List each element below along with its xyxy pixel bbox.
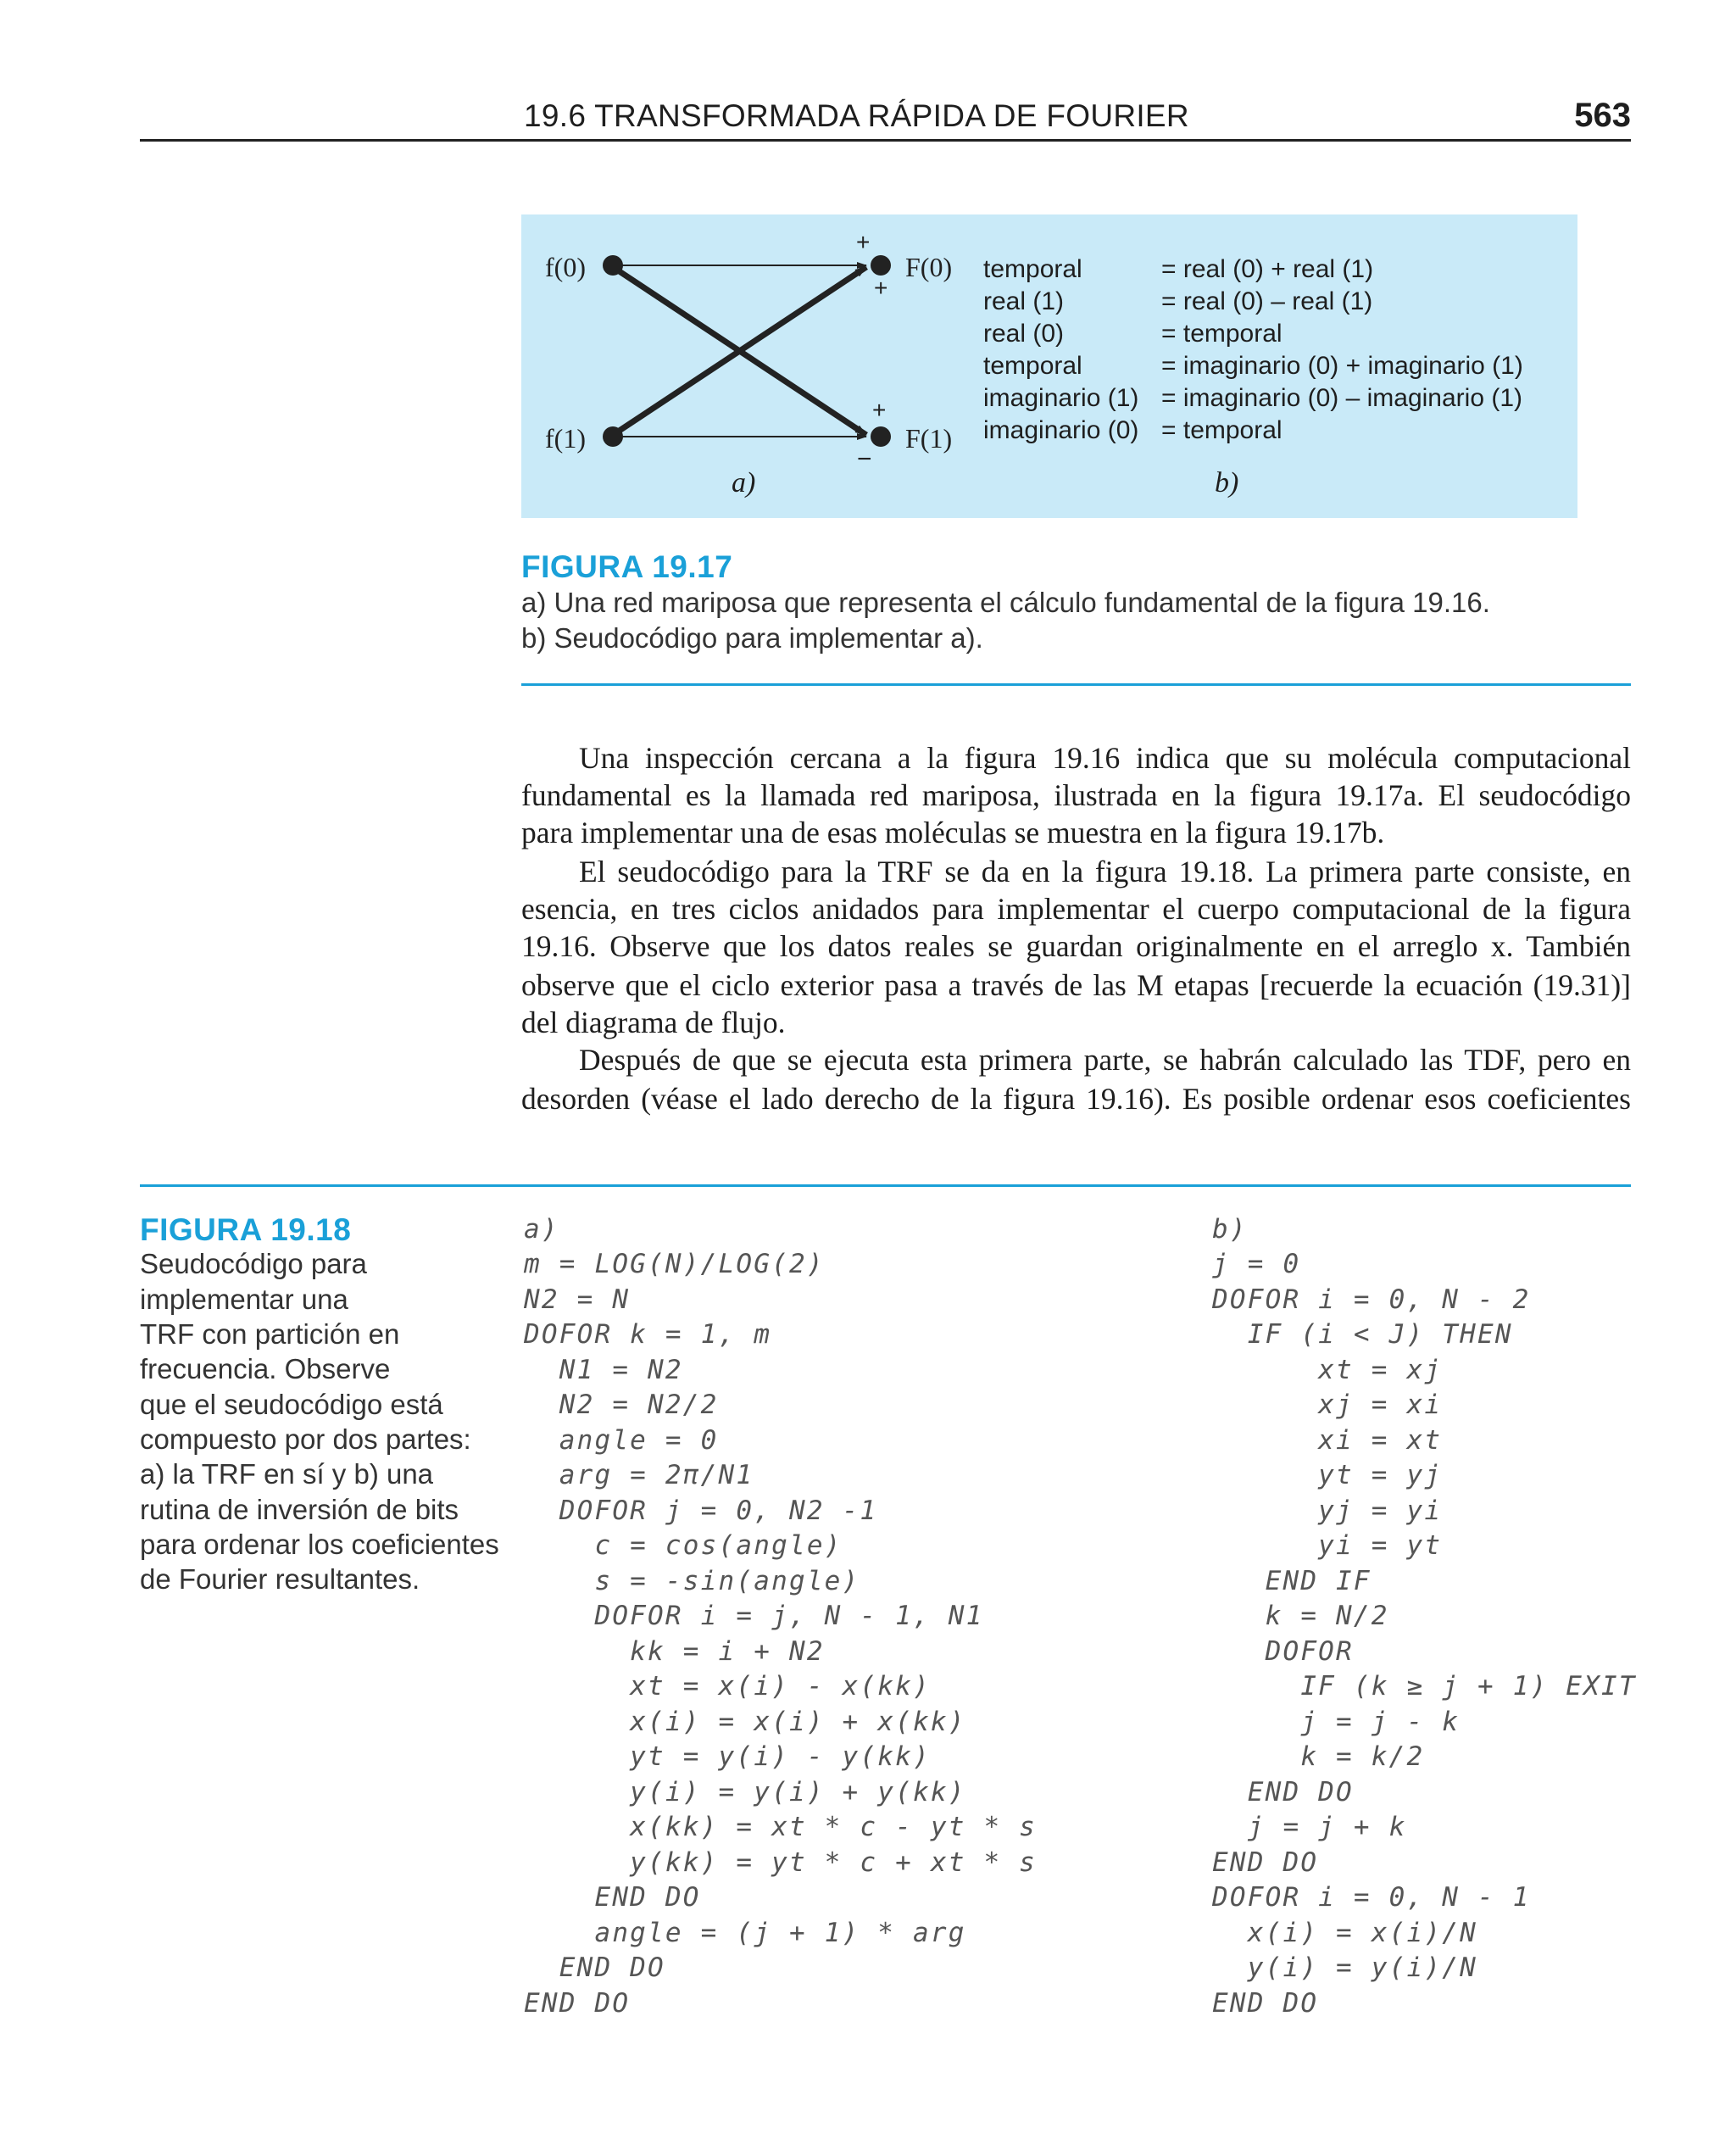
- node-f0: [603, 255, 623, 276]
- figure-19-18-rule: [140, 1184, 1631, 1187]
- body-line: fundamental es la llamada red mariposa, ilustrada en la figura 19.17a. El seudocódigo: [521, 778, 1631, 812]
- code-line: END DO: [1212, 1777, 1354, 1807]
- node-f1: [603, 426, 623, 447]
- caption-line: para ordenar los coeficientes: [140, 1529, 499, 1560]
- code-line: END DO: [524, 1952, 665, 1983]
- code-line: j = j + k: [1212, 1812, 1407, 1842]
- code-line: END DO: [1212, 1988, 1319, 2019]
- code-line: k = k/2: [1212, 1741, 1425, 1772]
- node-F0: [871, 255, 891, 276]
- figure-19-17-panel: [521, 214, 1577, 518]
- caption-line: TRF con partición en: [140, 1318, 400, 1350]
- code-line: xi = xt: [1212, 1425, 1443, 1456]
- label-f0: f(0): [545, 252, 586, 282]
- code-line: yt = y(i) - y(kk): [524, 1741, 931, 1772]
- sign-minus-bottom: −: [857, 445, 872, 473]
- pseudocode-line: imaginario (0) = temporal: [983, 416, 1283, 444]
- running-head: [140, 95, 1631, 142]
- code-line: x(i) = x(i)/N: [1212, 1918, 1477, 1948]
- code-line: DOFOR i = 0, N - 2: [1212, 1284, 1531, 1315]
- code-line: IF (i < J) THEN: [1212, 1319, 1513, 1350]
- code-line: angle = (j + 1) * arg: [524, 1918, 966, 1948]
- code-line: y(i) = y(i)/N: [1212, 1952, 1477, 1983]
- code-line: N2 = N: [524, 1284, 631, 1315]
- caption-line: implementar una: [140, 1284, 348, 1315]
- label-F1: F(1): [905, 423, 953, 454]
- code-line: DOFOR k = 1, m: [524, 1319, 772, 1350]
- caption-line: rutina de inversión de bits: [140, 1494, 459, 1525]
- code-line: END DO: [524, 1988, 631, 2019]
- code-line: x(i) = x(i) + x(kk): [524, 1707, 966, 1737]
- figure-19-17-label: FIGURA 19.17: [521, 549, 733, 584]
- body-line: del diagrama de flujo.: [521, 1005, 786, 1039]
- pseudocode-line: temporal = real (0) + real (1): [983, 255, 1374, 283]
- code-line: angle = 0: [524, 1425, 719, 1456]
- node-F1: [871, 426, 891, 447]
- code-line: c = cos(angle): [524, 1530, 843, 1561]
- code-line: yi = yt: [1212, 1530, 1443, 1561]
- caption-b-text: b) Seudocódigo para implementar a).: [521, 622, 983, 654]
- subfigure-b-label: b): [1215, 467, 1239, 499]
- code-line: m = LOG(N)/LOG(2): [524, 1249, 825, 1279]
- code-line: b): [1212, 1214, 1248, 1245]
- code-line: IF (k ≥ j + 1) EXIT: [1212, 1671, 1637, 1702]
- caption-a-text: a) Una red mariposa que representa el cálculo fundamental de la figura 19.16.: [521, 587, 1490, 618]
- code-line: arg = 2π/N1: [524, 1460, 754, 1490]
- code-line: END DO: [1212, 1847, 1319, 1878]
- body-line: desorden (véase el lado derecho de la figura 19.16). Es posible ordenar esos coeficientes: [521, 1082, 1631, 1116]
- body-line: 19.16. Observe que los datos reales se guardan originalmente en el arreglo x. También: [521, 929, 1631, 963]
- caption-line: Seudocódigo para: [140, 1248, 367, 1279]
- body-line: Después de que se ejecuta esta primera parte, se habrán calculado las TDF, pero en: [579, 1043, 1631, 1077]
- code-line: j = j - k: [1212, 1707, 1461, 1737]
- body-line: para implementar una de esas moléculas se muestra en la figura 19.17b.: [521, 816, 1385, 849]
- sign-plus-top-lower: +: [874, 275, 888, 301]
- code-line: DOFOR i = j, N - 1, N1: [524, 1601, 984, 1631]
- body-line: Una inspección cercana a la figura 19.16 indica que su molécula computacional: [579, 741, 1631, 775]
- code-line: xt = x(i) - x(kk): [524, 1671, 931, 1702]
- pseudocode-line: imaginario (1) = imaginario (0) – imaginario (1): [983, 384, 1523, 412]
- caption-line: que el seudocódigo está: [140, 1389, 443, 1420]
- code-line: x(kk) = xt * c - yt * s: [524, 1812, 1038, 1842]
- pseudocode-line: real (1) = real (0) – real (1): [983, 287, 1373, 315]
- label-f1: f(1): [545, 423, 586, 454]
- code-line: DOFOR: [1212, 1636, 1354, 1667]
- code-line: N1 = N2: [524, 1355, 683, 1385]
- code-line: a): [524, 1214, 559, 1245]
- caption-line: a) la TRF en sí y b) una: [140, 1458, 434, 1490]
- section-title: 19.6 TRANSFORMADA RÁPIDA DE FOURIER: [524, 98, 1189, 133]
- caption-line: frecuencia. Observe: [140, 1353, 391, 1384]
- figure-19-17-caption-b: [521, 622, 983, 654]
- body-line: observe que el ciclo exterior pasa a través de las M etapas [recuerde la ecuación (19.31)]: [521, 968, 1631, 1002]
- code-line: END IF: [1212, 1566, 1372, 1596]
- code-line: DOFOR j = 0, N2 -1: [524, 1496, 878, 1526]
- code-line: y(i) = y(i) + y(kk): [524, 1777, 966, 1807]
- label-F0: F(0): [905, 252, 953, 282]
- figure-19-18-label: FIGURA 19.18: [140, 1212, 352, 1247]
- code-line: xj = xi: [1212, 1390, 1443, 1420]
- figure-19-17-caption-a: [521, 587, 1490, 619]
- code-line: xt = xj: [1212, 1355, 1443, 1385]
- code-line: DOFOR i = 0, N - 1: [1212, 1882, 1531, 1913]
- page-number: 563: [1574, 97, 1631, 134]
- code-line: yj = yi: [1212, 1496, 1443, 1526]
- caption-line: compuesto por dos partes:: [140, 1423, 471, 1455]
- subfigure-a-label: a): [732, 467, 756, 499]
- sign-plus-bottom: +: [872, 397, 887, 423]
- code-line: END DO: [524, 1882, 701, 1913]
- code-line: kk = i + N2: [524, 1636, 825, 1667]
- code-line: k = N/2: [1212, 1601, 1389, 1631]
- body-line: esencia, en tres ciclos anidados para implementar el cuerpo computacional de la figura: [521, 892, 1631, 926]
- code-line: y(kk) = yt * c + xt * s: [524, 1847, 1038, 1878]
- pseudocode-line: real (0) = temporal: [983, 320, 1283, 348]
- body-line: El seudocódigo para la TRF se da en la figura 19.18. La primera parte consiste, en: [579, 855, 1631, 888]
- figure-19-17-rule: [521, 683, 1631, 686]
- sign-plus-top-upper: +: [856, 229, 871, 255]
- code-line: yt = yj: [1212, 1460, 1443, 1490]
- caption-line: de Fourier resultantes.: [140, 1563, 420, 1595]
- code-line: j = 0: [1212, 1249, 1301, 1279]
- pseudocode-line: temporal = imaginario (0) + imaginario (1): [983, 352, 1523, 380]
- code-line: N2 = N2/2: [524, 1390, 719, 1420]
- code-line: s = -sin(angle): [524, 1566, 860, 1596]
